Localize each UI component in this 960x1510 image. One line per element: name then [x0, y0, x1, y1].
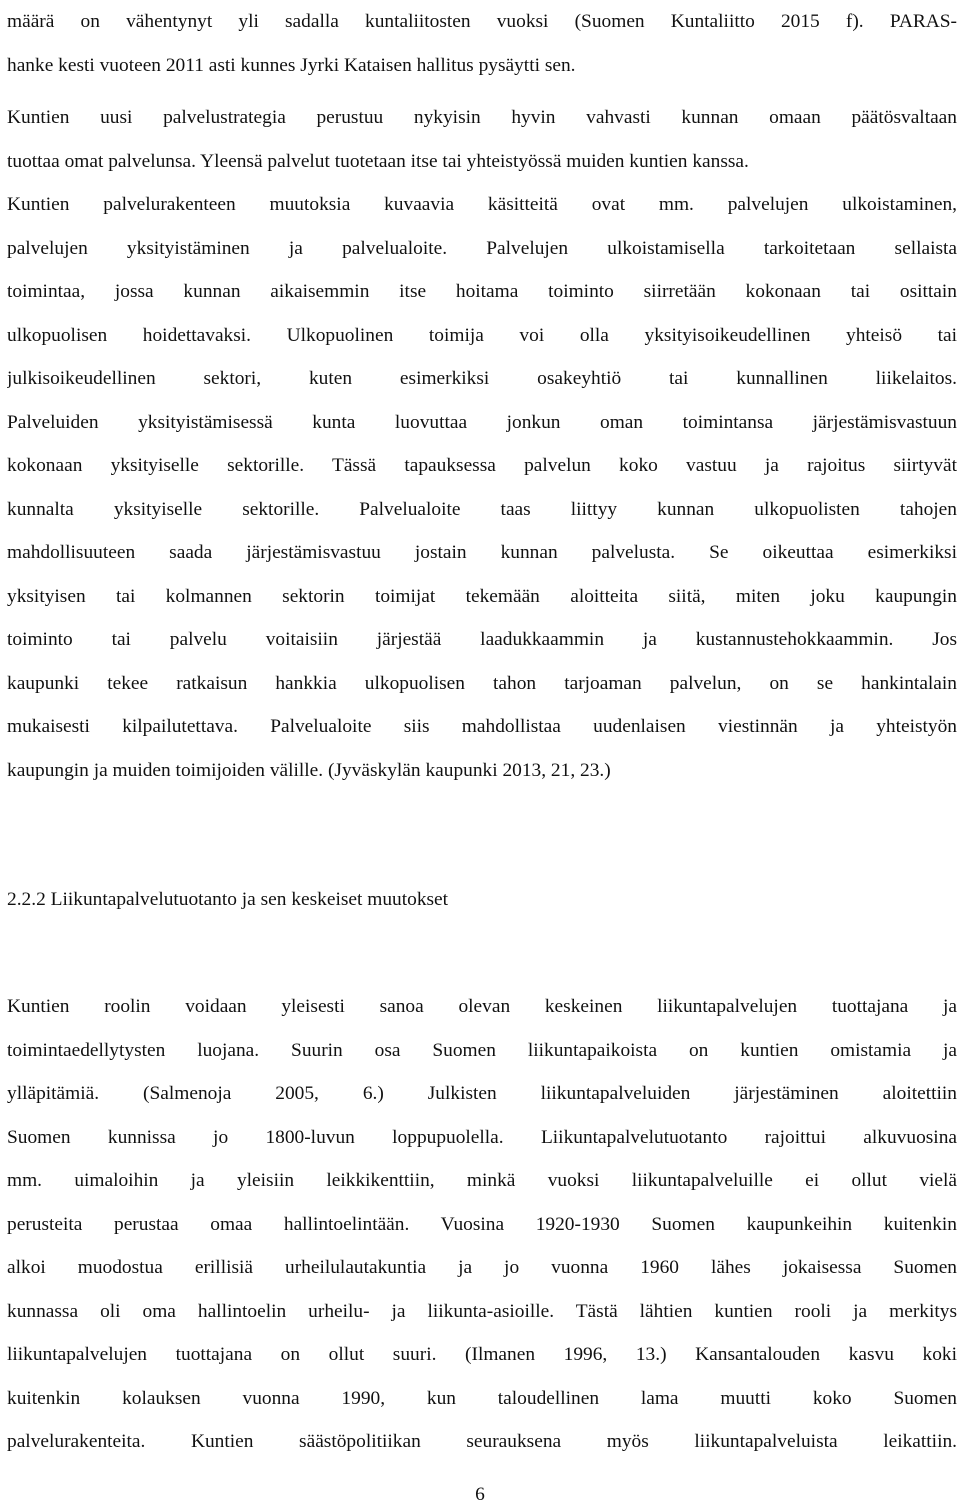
text-line: hanke kesti vuoteen 2011 asti kunnes Jyrki Kataisen hallitus pysäytti sen. [7, 54, 576, 76]
text-line: Kuntien palvelurakenteen muutoksia kuvaavia käsitteitä ovat mm. palvelujen ulkoistaminen, [7, 194, 957, 215]
text-line: Suomen kunnissa jo 1800-luvun loppupuolella. Liikuntapalvelutuotanto rajoittui alkuvuosina [7, 1126, 957, 1148]
text-line: kaupunki tekee ratkaisun hankkia ulkopuolisen tahon tarjoaman palvelun, on se hankintalain [7, 672, 957, 694]
text-line: kuitenkin kolauksen vuonna 1990, kun taloudellinen lama muutti koko Suomen [7, 1387, 957, 1409]
text-line: kaupungin ja muiden toimijoiden välille. (Jyväskylän kaupunki 2013, 21, 23.) [7, 759, 611, 781]
paragraph-1 [7, 0, 957, 87]
text-line: kokonaan yksityiselle sektorille. Tässä tapauksessa palvelun koko vastuu ja rajoitus siirtyvät [7, 455, 957, 476]
text-line: tuottaa omat palvelunsa. Yleensä palvelut tuotetaan itse tai yhteistyössä muiden kuntien kanssa. [7, 150, 749, 172]
text-line: mm. uimaloihin ja yleisiin leikkikenttiin, minkä vuoksi liikuntapalveluille ei ollut vielä [7, 1170, 957, 1191]
text-line: julkisoikeudellinen sektori, kuten esimerkiksi osakeyhtiö tai kunnallinen liikelaitos. [7, 368, 957, 389]
paragraph-3 [7, 985, 957, 1464]
text-line: ylläpitämiä. (Salmenoja 2005, 6.) Julkisten liikuntapalveluiden järjestäminen aloitettiin [7, 1083, 957, 1104]
text-line: alkoi muodostua erillisiä urheilulautakuntia ja jo vuonna 1960 lähes jokaisessa Suomen [7, 1257, 957, 1278]
text-line: liikuntapalvelujen tuottajana on ollut suuri. (Ilmanen 1996, 13.) Kansantalouden kasvu koki [7, 1344, 957, 1365]
page-number: 6 [475, 1484, 485, 1505]
text-line: Palveluiden yksityistämisessä kunta luovuttaa jonkun oman toimintansa järjestämisvastuun [7, 411, 957, 433]
text-line: määrä on vähentynyt yli sadalla kuntaliitosten vuoksi (Suomen Kuntaliitto 2015 f). PARAS- [7, 11, 957, 32]
text-line: palvelurakenteita. Kuntien säästöpolitiikan seurauksena myös liikuntapalveluista leikattiin. [7, 1431, 957, 1452]
text-line: mahdollisuuteen saada järjestämisvastuu jostain kunnan palvelusta. Se oikeuttaa esimerkiksi [7, 542, 957, 563]
text-line: mukaisesti kilpailutettava. Palvelualoite siis mahdollistaa uudenlaisen viestinnän ja yhteistyön [7, 716, 957, 737]
text-line: Kuntien roolin voidaan yleisesti sanoa olevan keskeinen liikuntapalvelujen tuottajana ja [7, 996, 957, 1017]
text-line: palvelujen yksityistäminen ja palvelualoite. Palvelujen ulkoistamisella tarkoitetaan sellaista [7, 237, 957, 259]
text-line: perusteita perustaa omaa hallintoelintään. Vuosina 1920-1930 Suomen kaupunkeihin kuitenkin [7, 1213, 957, 1235]
text-line: kunnalta yksityiselle sektorille. Palvelualoite taas liittyy kunnan ulkopuolisten tahojen [7, 498, 957, 520]
text-line: yksityisen tai kolmannen sektorin toimijat tekemään aloitteita siitä, miten joku kaupungin [7, 585, 957, 607]
text-line: Kuntien uusi palvelustrategia perustuu nykyisin hyvin vahvasti kunnan omaan päätösvaltaan [7, 107, 957, 128]
paragraph-2 [7, 96, 957, 792]
text-line: toimintaedellytysten luojana. Suurin osa Suomen liikuntapaikoista on kuntien omistamia ja [7, 1039, 957, 1061]
text-line: kunnassa oli oma hallintoelin urheilu- ja liikunta-asioille. Tästä lähtien kuntien rooli ja merkitys [7, 1300, 957, 1322]
text-line: ulkopuolisen hoidettavaksi. Ulkopuolinen toimija voi olla yksityisoikeudellinen yhteisö tai [7, 324, 957, 346]
text-line: toiminto tai palvelu voitaisiin järjestää laadukkaammin ja kustannustehokkaammin. Jos [7, 629, 957, 650]
section-heading: 2.2.2 Liikuntapalvelutuotanto ja sen keskeiset muutokset [7, 889, 449, 910]
text-line: toimintaa, jossa kunnan aikaisemmin itse hoitama toiminto siirretään kokonaan tai osittain [7, 281, 957, 302]
